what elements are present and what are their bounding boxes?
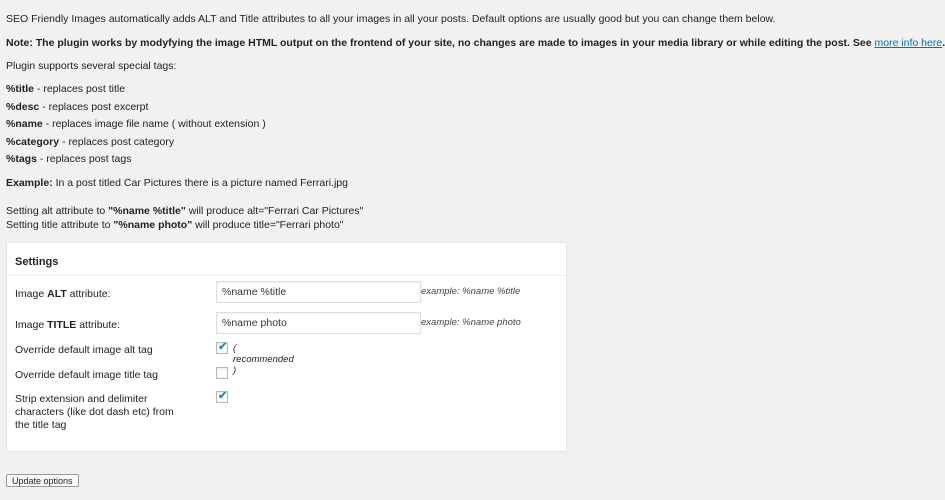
tag-item — [6, 117, 266, 132]
note-suffix: . — [942, 37, 945, 49]
tag-item — [6, 135, 266, 150]
setting-examples — [6, 204, 363, 232]
strip-extension-label: Strip extension and delimiter characters (like dot dash etc) from the title tag — [15, 393, 174, 431]
update-options-button[interactable]: Update options — [6, 474, 79, 487]
note-text — [6, 36, 945, 51]
tag-name: %category — [6, 135, 60, 148]
setting-example-alt — [6, 204, 363, 218]
tag-desc: - replaces post category — [59, 135, 175, 148]
example-prefix: Setting alt attribute to — [6, 205, 109, 217]
override-title-label: Override default image title tag — [15, 369, 158, 381]
tags-list — [6, 82, 266, 170]
label-bold: TITLE — [47, 319, 77, 331]
tag-name: %desc — [6, 100, 40, 113]
supports-text: Plugin supports several special tags: — [6, 60, 177, 72]
recommended-note: ( recommended ) — [233, 343, 294, 376]
alt-attribute-hint: example: %name %title — [421, 286, 521, 297]
label-pre: Image — [15, 319, 48, 331]
strip-extension-checkbox[interactable] — [216, 391, 228, 403]
example-text — [6, 176, 348, 191]
label-bold: ALT — [47, 288, 67, 300]
settings-panel — [6, 242, 567, 452]
override-alt-checkbox[interactable] — [216, 342, 228, 354]
checkmark-icon: ✔ — [218, 341, 228, 353]
example-body: In a post titled Car Pictures there is a picture named Ferrari.jpg — [52, 177, 348, 189]
example-pattern: "%name %title" — [108, 205, 186, 217]
example-pattern: "%name photo" — [113, 219, 193, 231]
override-title-checkbox[interactable] — [216, 367, 228, 379]
settings-title: Settings — [7, 243, 566, 276]
title-attribute-hint: example: %name photo — [421, 317, 521, 328]
title-attribute-label — [15, 319, 185, 332]
label-post: attribute: — [76, 319, 121, 331]
tag-desc: - replaces post title — [34, 83, 126, 95]
label-post: attribute: — [66, 288, 111, 300]
alt-attribute-input[interactable] — [216, 281, 421, 303]
tag-item — [6, 100, 266, 115]
alt-attribute-label — [15, 288, 185, 301]
tag-name: %title — [6, 83, 35, 95]
note-label: Note: The plugin works by modyfying the image HTML output on the frontend of your site, no changes are made to images in your media library or while editing the post. See — [6, 37, 872, 49]
tag-desc: - replaces post excerpt — [39, 100, 149, 113]
example-prefix: Setting title attribute to — [6, 219, 114, 231]
override-alt-label: Override default image alt tag — [15, 344, 153, 356]
tag-desc: - replaces image file name ( without extension ) — [42, 118, 266, 130]
tag-item — [6, 82, 266, 97]
example-suffix: will produce alt="Ferrari Car Pictures" — [185, 205, 364, 217]
example-suffix: will produce title="Ferrari photo" — [192, 219, 344, 231]
title-attribute-input[interactable] — [216, 312, 421, 334]
label-pre: Image — [15, 288, 48, 300]
setting-example-title — [6, 218, 363, 232]
tag-name: %name — [6, 118, 43, 130]
more-info-link[interactable]: more info here — [874, 37, 943, 49]
tag-desc: - replaces post tags — [36, 153, 132, 165]
tag-name: %tags — [6, 153, 37, 165]
example-label: Example: — [6, 177, 53, 189]
checkmark-icon: ✔ — [218, 390, 228, 402]
intro-text: SEO Friendly Images automatically adds ALT and Title attributes to all your images in all your posts. Default options are usually good but you can change them below. — [6, 13, 776, 25]
tag-item — [6, 152, 266, 167]
